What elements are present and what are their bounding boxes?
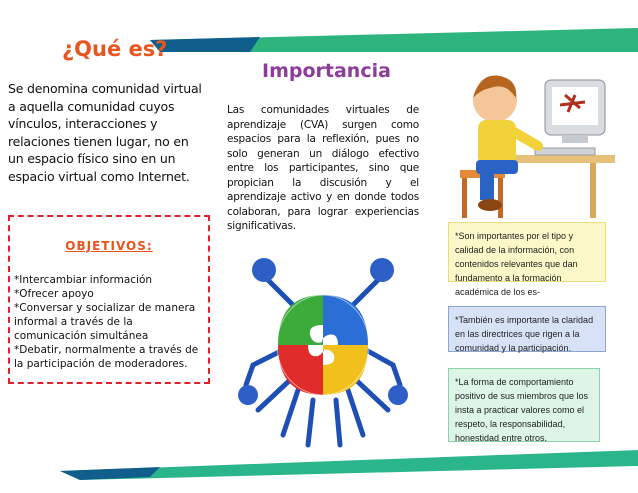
- puzzle-people-illustration: [228, 240, 418, 450]
- importancia-title: Importancia: [262, 60, 391, 82]
- note-text: *También es importante la claridad en las directrices que rigen a la comunidad y la participación.: [455, 315, 594, 353]
- objetivos-box: [8, 215, 210, 384]
- note-box-2: [448, 306, 606, 352]
- note-box-1: [448, 222, 606, 297]
- boy-computer-illustration: [440, 60, 620, 220]
- objetivos-list: [14, 273, 204, 371]
- note-text: *La forma de comportamiento positivo de sus miembros que los insta a practicar valores como el respeto, la responsabilidad, honestidad entre otros.: [455, 377, 589, 443]
- figure-head: [370, 258, 394, 282]
- puzzle-piece-blue: [322, 295, 368, 345]
- que-es-text: Se denomina comunidad virtual a aquella comunidad cuyos vínculos, interacciones y relaciones tienen lugar, no en un espacio físico sino en un espacio virtual como Internet.: [8, 81, 202, 184]
- puzzle-piece-green: [278, 295, 323, 345]
- objetivo-item: *Ofrecer apoyo: [14, 288, 94, 300]
- que-es-title: ¿Qué es?: [62, 37, 168, 61]
- figure-head: [388, 385, 408, 405]
- note-box-3: [448, 368, 600, 442]
- figure-head: [252, 258, 276, 282]
- objetivo-item: *Intercambiar información: [14, 274, 153, 286]
- note-text: *Son importantes por el tipo y calidad de la información, con contenidos relevantes que dan fundamento a la formación académica de los es-: [455, 231, 578, 297]
- figure-head: [238, 385, 258, 405]
- objetivos-title: OBJETIVOS:: [65, 239, 153, 253]
- importancia-text: Las comunidades virtuales de aprendizaje (CVA) surgen como espacios para la reflexión, pues no solo generan un diálogo efectivo entre los participantes, sino que propician la discusión y el aprendizaje activo y en donde todos colaboran, para lograr experiencias significativas.: [227, 104, 419, 232]
- objetivo-item: *Debatir, normalmente a través de la participación de moderadores.: [14, 344, 199, 370]
- boy-body: [478, 120, 516, 165]
- objetivo-item: *Conversar y socializar de manera informal a través de la comunicación simultánea: [14, 302, 196, 342]
